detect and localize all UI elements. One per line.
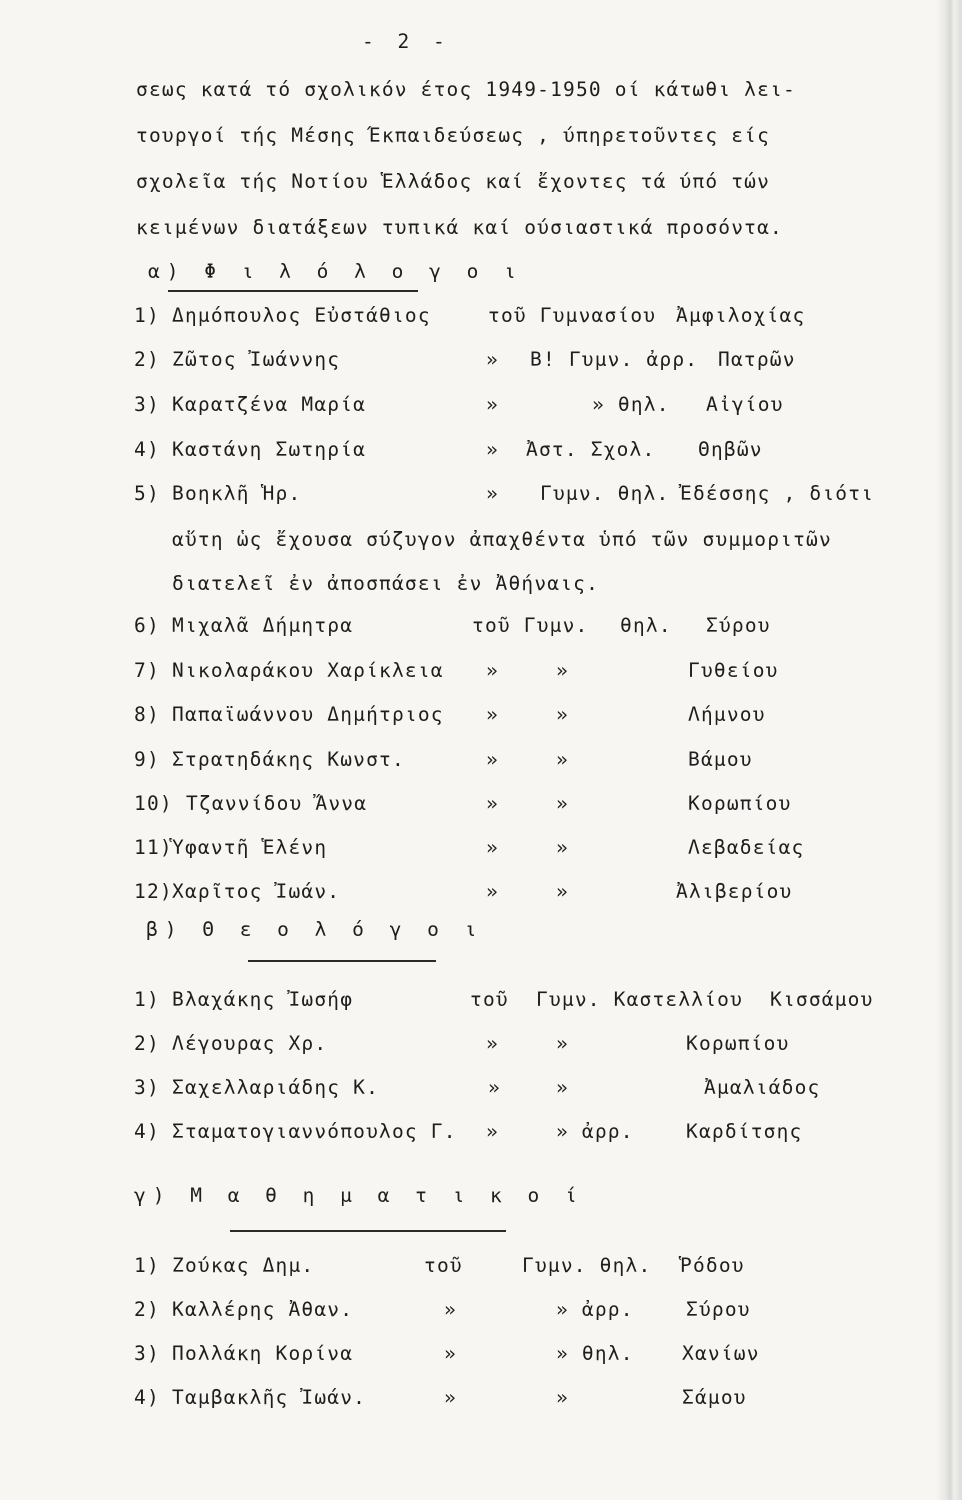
school-location: Καρδίτσης [686,1120,803,1143]
row-number: 4) [134,1120,160,1143]
school-location: Ἀμαλιάδος [704,1076,821,1099]
intro-line-3: σχολεῖα τής Νοτίου Ἑλλάδος καί ἔχοντες τά ύπό τών [136,170,771,193]
ditto-mark: » [486,836,499,859]
teacher-name: Παπαϊωάννου Δημήτριος [172,703,444,726]
intro-line-2: τουργοί τής Μέσης Έκπαιδεύσεως , ύπηρετοῦντες είς [136,124,771,147]
heading-underline [168,290,418,292]
school-location: Βάμου [688,748,753,771]
teacher-name: Τζαννίδου Ἄννα [186,792,368,815]
ditto-mark: » [556,703,569,726]
teacher-name: Ταμβακλῆς Ἰωάν. [172,1386,367,1409]
school-type: Γυμν. θηλ. [522,1254,652,1277]
intro-line-1: σεως κατά τό σχολικόν έτος 1949-1950 οί κάτωθι λει- [136,78,796,101]
intro-line-4: κειμένων διατάξεων τυπικά καί ούσιαστικά προσόντα. [136,216,783,239]
teacher-name: Καλλέρης Ἀθαν. [172,1298,354,1321]
ditto-mark: » [556,659,569,682]
row-number: 10) [134,792,173,815]
section-heading-theologians: β) Θ ε ο λ ό γ ο ι [146,918,484,941]
teacher-name: Δημόπουλος Εὐστάθιος [172,304,431,327]
ditto-mark: » [486,1120,499,1143]
row-number: 7) [134,659,160,682]
school-type: τοῦ Γυμνασίου [488,304,657,327]
teacher-name: Καστάνη Σωτηρία [172,438,367,461]
row-number: 2) [134,1298,160,1321]
section-heading-philologists: α) Φ ι λ ό λ ο γ ο ι [148,260,523,283]
school-location: Ῥόδου [680,1254,745,1277]
ditto-mark: » [556,748,569,771]
ditto-mark: » [486,659,499,682]
row-number: 9) [134,748,160,771]
school-type: Γυμν. θηλ. [540,482,670,505]
school-type: τοῦ Γυμν. [472,614,589,637]
row-number: 3) [134,1342,160,1365]
ditto-mark: » [486,348,499,371]
school-location: Λεβαδείας [688,836,805,859]
row-number: 4) [134,438,160,461]
ditto-mark: » [486,393,499,416]
ditto-mark: » [486,1032,499,1055]
ditto-mark: » [486,792,499,815]
note-line-2: διατελεῖ ἐν ἀποσπάσει ἐν Ἀθήναις. [172,572,600,595]
ditto-mark: » [444,1342,457,1365]
ditto-mark: » [486,880,499,903]
ditto-mark: » [556,792,569,815]
school-type: Ἀστ. Σχολ. [526,438,656,461]
school-type: » θηλ. [592,393,670,416]
ditto-mark: » [556,1076,569,1099]
ditto-mark: » [556,880,569,903]
row-number: 3) [134,1076,160,1099]
row-number: 1) [134,304,160,327]
heading-underline [230,1230,506,1232]
teacher-name: Μιχαλᾶ Δήμητρα [172,614,354,637]
school-type: τοῦ [470,988,509,1011]
teacher-name: Σταματογιαννόπουλος Γ. [172,1120,457,1143]
school-location: Ἀλιβερίου [676,880,793,903]
row-number: 1) [134,988,160,1011]
teacher-name: Ζούκας Δημ. [172,1254,315,1277]
ditto-mark: » [556,1032,569,1055]
page-number: - 2 - [362,30,451,53]
school-type: » ἀρρ. [556,1120,634,1143]
school-location: Ἐδέσσης , διότι [680,482,875,505]
note-line-1: αὕτη ὡς ἔχουσα σύζυγον ἀπαχθέντα ὑπό τῶν συμμοριτῶν [172,528,832,551]
school-location: Γυθείου [688,659,779,682]
teacher-name: Βλαχάκης Ἰωσήφ [172,988,354,1011]
teacher-name: Νικολαράκου Χαρίκλεια [172,659,444,682]
school-location: Πατρῶν [718,348,796,371]
section-heading-mathematicians: γ) Μ α θ η μ α τ ι κ ο ί [134,1184,584,1207]
row-number: 1) [134,1254,160,1277]
row-number: 4) [134,1386,160,1409]
teacher-name: Καρατζένα Μαρία [172,393,367,416]
ditto-mark: » [556,1386,569,1409]
school-type: Γυμν. Καστελλίου [536,988,744,1011]
ditto-mark: » [556,836,569,859]
school-location: Θηβῶν [698,438,763,461]
row-number: 12) [134,880,173,903]
row-number: 8) [134,703,160,726]
school-location: Κορωπίου [686,1032,790,1055]
teacher-name: Σαχελλαριάδης Κ. [172,1076,380,1099]
school-location: Ἀμφιλοχίας [676,304,806,327]
school-location: Σάμου [682,1386,747,1409]
ditto-mark: » [486,482,499,505]
page-binding-edge [936,0,962,1500]
row-number: 3) [134,393,160,416]
ditto-mark: » [486,748,499,771]
school-type: Β! Γυμν. ἀρρ. [530,348,699,371]
row-number: 2) [134,1032,160,1055]
teacher-name: Λέγουρας Χρ. [172,1032,328,1055]
ditto-mark: » [486,438,499,461]
school-location: Κισσάμου [770,988,874,1011]
teacher-name: Πολλάκη Κορίνα [172,1342,354,1365]
school-location: Λήμνου [688,703,766,726]
teacher-name: Χαρῖτος Ἰωάν. [172,880,341,903]
heading-underline [248,960,436,962]
school-location: Σύρου [706,614,771,637]
teacher-name: Ζῶτος Ἰωάννης [172,348,341,371]
school-type: » ἀρρ. [556,1298,634,1321]
ditto-mark: » [444,1386,457,1409]
teacher-name: Στρατηδάκης Κωνστ. [172,748,405,771]
teacher-name: Βοηκλῆ Ἡρ. [172,482,302,505]
school-type: » θηλ. [556,1342,634,1365]
school-location: Αἰγίου [706,393,784,416]
row-number: 6) [134,614,160,637]
school-gender: θηλ. [620,614,672,637]
row-number: 11) [134,836,173,859]
teacher-name: Ὑφαντῆ Ἑλένη [172,836,328,859]
school-location: Κορωπίου [688,792,792,815]
ditto-mark: » [488,1076,501,1099]
school-location: Χανίων [682,1342,760,1365]
row-number: 2) [134,348,160,371]
school-type: τοῦ [424,1254,463,1277]
ditto-mark: » [444,1298,457,1321]
ditto-mark: » [486,703,499,726]
school-location: Σύρου [686,1298,751,1321]
row-number: 5) [134,482,160,505]
